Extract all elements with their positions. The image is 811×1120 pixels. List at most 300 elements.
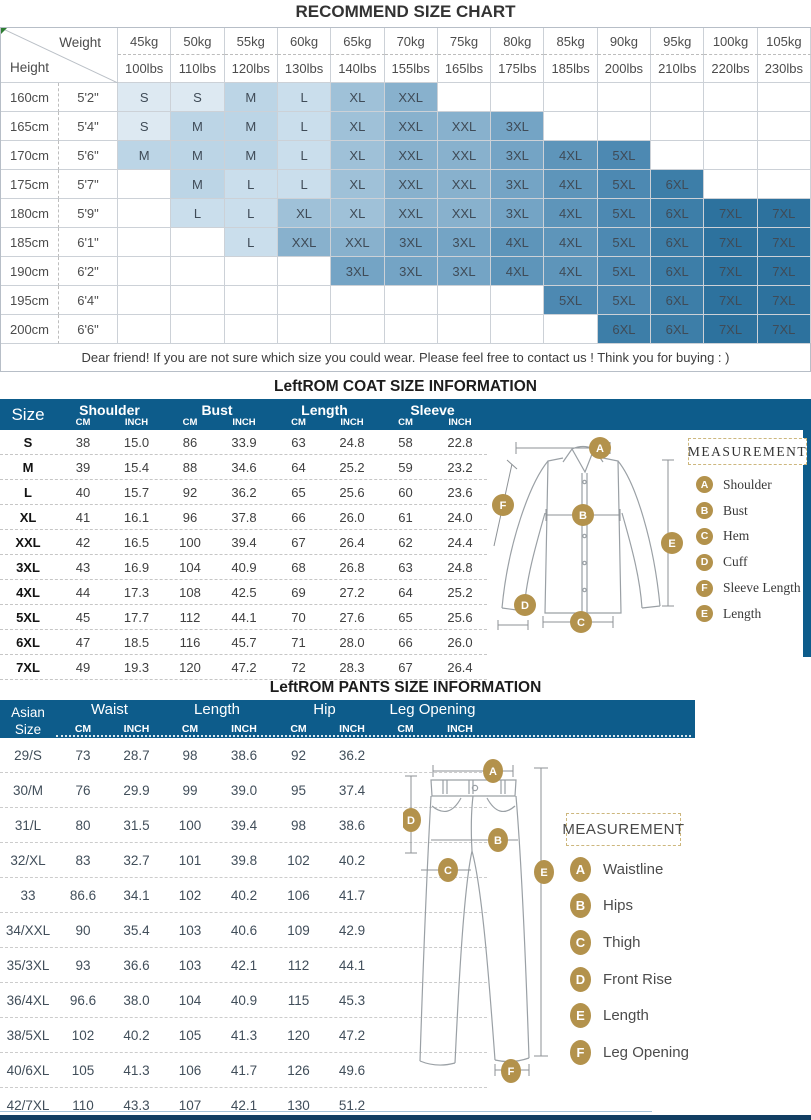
coat-table-row-value: 70 xyxy=(291,609,306,625)
size-cell: 4XL xyxy=(544,170,597,199)
pants-table-row-value: 40.2 xyxy=(338,852,366,868)
empty-cell xyxy=(438,315,491,344)
empty-cell xyxy=(171,315,224,344)
weight-kg-label: 85kg xyxy=(544,28,597,55)
pants-table-row-value: 36.6 xyxy=(123,957,150,973)
size-cell: XL xyxy=(331,141,384,170)
coat-table-row-value: 28.3 xyxy=(339,659,365,675)
size-cell: XL xyxy=(278,199,331,228)
height-cm-label: 200cm xyxy=(1,315,59,344)
coat-table-row-value: 42.5 xyxy=(231,584,257,600)
legend-marker-icon: E xyxy=(570,1003,591,1028)
coat-table-row-value: 25.6 xyxy=(447,609,473,625)
legend-item-B xyxy=(696,498,801,524)
pants-size-column-header-line2: Size xyxy=(14,721,42,737)
unit-cm-label: CM xyxy=(75,417,91,428)
pants-table-row-value: 42.9 xyxy=(338,922,366,938)
coat-table-row-value: 24.8 xyxy=(447,559,473,575)
coat-table-row-value: 120 xyxy=(179,659,201,675)
coat-measurement-box: MEASUREMENT xyxy=(688,438,807,465)
coat-table-row-size: 4XL xyxy=(16,584,40,600)
coat-size-column-header: Size xyxy=(11,404,45,424)
coat-table-row-size: 5XL xyxy=(16,609,40,625)
height-ft-label: 5'4" xyxy=(59,112,118,141)
svg-text:E: E xyxy=(668,538,676,550)
coat-table-row-value: 24.8 xyxy=(339,434,365,450)
empty-cell xyxy=(704,112,757,141)
size-cell: XXL xyxy=(438,112,491,141)
coat-table-row-value: 19.3 xyxy=(123,659,150,675)
empty-cell xyxy=(491,83,544,112)
coat-table-row-value: 116 xyxy=(179,634,201,650)
coat-table-row-value: 58 xyxy=(398,434,413,450)
pants-table-row-size: 38/5XL xyxy=(6,1027,50,1043)
coat-table-row-value: 44.1 xyxy=(231,609,257,625)
coat-measurement-diagram xyxy=(488,428,693,670)
unit-inch-label: INCH xyxy=(447,723,473,735)
svg-text:A: A xyxy=(596,443,604,455)
pants-table-row-value: 39.0 xyxy=(230,782,258,798)
coat-table-row-value: 59 xyxy=(398,459,413,475)
coat-table-row-value: 15.0 xyxy=(123,434,150,450)
size-cell: 3XL xyxy=(491,199,544,228)
pants-table-row-value: 93 xyxy=(75,957,91,973)
coat-table-row-value: 26.0 xyxy=(447,634,473,650)
size-cell: 5XL xyxy=(598,257,651,286)
height-ft-label: 6'1" xyxy=(59,228,118,257)
size-cell: 6XL xyxy=(651,199,704,228)
legend-label: Length xyxy=(723,605,762,621)
empty-cell xyxy=(758,112,811,141)
pants-table-row-value: 100 xyxy=(178,817,202,833)
coat-table-row-size: XL xyxy=(19,509,37,525)
height-ft-label: 6'4" xyxy=(59,286,118,315)
pants-table-row-value: 92 xyxy=(290,747,307,763)
empty-cell xyxy=(118,170,171,199)
empty-cell xyxy=(438,286,491,315)
coat-table-row-size: 6XL xyxy=(16,634,40,650)
pants-table-row-size: 33 xyxy=(20,887,36,903)
unit-cm-label: CM xyxy=(182,417,198,428)
pants-table-row-value: 110 xyxy=(72,1097,94,1113)
empty-cell xyxy=(118,315,171,344)
size-cell: M xyxy=(225,141,278,170)
marker-B xyxy=(488,828,508,852)
coat-group-header: Length xyxy=(301,402,348,418)
legend-label: Hips xyxy=(603,897,634,915)
coat-table-row-value: 16.5 xyxy=(123,534,150,550)
coat-table-row-value: 40 xyxy=(75,484,91,500)
legend-item-E xyxy=(570,997,689,1034)
height-cm-label: 170cm xyxy=(1,141,59,170)
legend-item-C xyxy=(696,524,801,550)
marker-E xyxy=(661,532,683,554)
size-cell: 7XL xyxy=(704,199,757,228)
marker-E xyxy=(534,860,554,884)
size-cell: 7XL xyxy=(704,257,757,286)
size-cell: 6XL xyxy=(651,286,704,315)
size-cell: 4XL xyxy=(544,199,597,228)
pants-table-row-size: 34/XXL xyxy=(5,922,51,938)
coat-table-row-value: 15.4 xyxy=(123,459,150,475)
legend-item-F xyxy=(696,575,801,601)
empty-cell xyxy=(704,141,757,170)
coat-table-row-value: 27.6 xyxy=(339,609,365,625)
pants-table-row-value: 102 xyxy=(178,887,202,903)
pants-table-row-size: 40/6XL xyxy=(6,1062,50,1078)
empty-cell xyxy=(278,257,331,286)
pants-table-row-value: 112 xyxy=(287,957,310,973)
size-cell: 4XL xyxy=(491,228,544,257)
coat-table-row-value: 69 xyxy=(291,584,306,600)
svg-text:E: E xyxy=(540,867,548,879)
weight-lbs-label: 165lbs xyxy=(438,55,491,83)
marker-D xyxy=(403,808,421,832)
weight-lbs-label: 200lbs xyxy=(598,55,651,83)
size-cell: XL xyxy=(331,112,384,141)
coat-table-row-value: 61 xyxy=(398,509,413,525)
coat-table-row xyxy=(0,430,487,455)
coat-table-row-value: 38 xyxy=(75,434,91,450)
pants-table-row-size: 30/M xyxy=(12,782,43,798)
pants-table-row-value: 31.5 xyxy=(123,817,150,833)
legend-marker-icon: F xyxy=(696,580,713,597)
weight-lbs-label: 230lbs xyxy=(758,55,811,83)
height-ft-label: 6'6" xyxy=(59,315,118,344)
pants-table-row-value: 130 xyxy=(287,1097,310,1113)
empty-cell xyxy=(438,83,491,112)
empty-cell xyxy=(118,257,171,286)
coat-table-row xyxy=(0,555,487,580)
coat-table-body xyxy=(0,430,487,680)
size-cell: 5XL xyxy=(544,286,597,315)
height-cm-label: 190cm xyxy=(1,257,59,286)
size-cell: XXL xyxy=(385,112,438,141)
size-cell: 6XL xyxy=(598,315,651,344)
coat-table-row-value: 23.2 xyxy=(447,459,473,475)
empty-cell xyxy=(651,83,704,112)
coat-table-row-value: 39 xyxy=(75,459,91,475)
legend-marker-icon: F xyxy=(570,1040,591,1065)
pants-table-row-value: 104 xyxy=(178,992,202,1008)
coat-table-row-value: 18.5 xyxy=(123,634,150,650)
size-cell: XXL xyxy=(385,141,438,170)
size-cell: M xyxy=(225,83,278,112)
pants-group-header: Waist xyxy=(91,701,128,718)
empty-cell xyxy=(225,257,278,286)
size-cell: XXL xyxy=(438,199,491,228)
coat-table-row-value: 26.0 xyxy=(339,509,365,525)
pants-table-row-value: 103 xyxy=(178,957,202,973)
pants-table-row-value: 45.3 xyxy=(338,992,366,1008)
size-cell: L xyxy=(278,112,331,141)
empty-cell xyxy=(225,286,278,315)
weight-lbs-label: 140lbs xyxy=(331,55,384,83)
size-cell: 3XL xyxy=(491,112,544,141)
coat-table-row-value: 41 xyxy=(75,509,91,525)
marker-B xyxy=(572,504,594,526)
size-cell: 7XL xyxy=(758,228,811,257)
size-cell: 5XL xyxy=(598,199,651,228)
size-cell: XL xyxy=(331,170,384,199)
empty-cell xyxy=(171,257,224,286)
legend-marker-icon: C xyxy=(570,930,591,955)
empty-cell xyxy=(758,83,811,112)
size-cell: 7XL xyxy=(758,199,811,228)
size-cell: XXL xyxy=(278,228,331,257)
weight-lbs-label: 130lbs xyxy=(278,55,331,83)
size-cell: 7XL xyxy=(758,257,811,286)
weight-kg-label: 90kg xyxy=(598,28,651,55)
coat-table-row xyxy=(0,605,487,630)
size-cell: S xyxy=(118,83,171,112)
coat-table-row-value: 66 xyxy=(398,634,413,650)
contact-note: Dear friend! If you are not sure which size you could wear. Please feel free to contact us ! Think you for buying : ) xyxy=(0,343,811,372)
pants-table-row-value: 38.6 xyxy=(230,747,258,763)
pants-table-row-value: 41.7 xyxy=(230,1062,258,1078)
size-cell: L xyxy=(278,170,331,199)
empty-cell xyxy=(331,286,384,315)
pants-table-row-value: 40.9 xyxy=(230,992,258,1008)
size-cell: 5XL xyxy=(598,228,651,257)
coat-table-row-value: 25.2 xyxy=(339,459,365,475)
empty-cell xyxy=(225,315,278,344)
size-cell: 7XL xyxy=(704,286,757,315)
pants-table-row-value: 73 xyxy=(75,747,91,763)
coat-table-row-value: 64 xyxy=(291,459,306,475)
weight-kg-label: 60kg xyxy=(278,28,331,55)
coat-table-row-value: 49 xyxy=(75,659,91,675)
coat-table-row xyxy=(0,530,487,555)
weight-kg-label: 50kg xyxy=(171,28,224,55)
pants-table-row-value: 41.7 xyxy=(338,887,366,903)
pants-table-row-size: 42/7XL xyxy=(6,1097,50,1113)
svg-text:F: F xyxy=(499,500,507,512)
size-cell: 6XL xyxy=(651,228,704,257)
pants-table-row-size: 35/3XL xyxy=(6,957,50,973)
unit-cm-label: CM xyxy=(181,723,199,735)
coat-table-row-value: 47.2 xyxy=(231,659,257,675)
coat-table-row-value: 26.4 xyxy=(339,534,365,550)
coat-table-row-value: 43 xyxy=(75,559,91,575)
size-cell: 4XL xyxy=(544,228,597,257)
pants-table-row-value: 38.0 xyxy=(123,992,150,1008)
height-cm-label: 175cm xyxy=(1,170,59,199)
marker-F xyxy=(492,494,514,516)
marker-C xyxy=(570,611,592,633)
height-ft-label: 5'9" xyxy=(59,199,118,228)
empty-cell xyxy=(544,315,597,344)
pants-table-row-value: 109 xyxy=(287,922,310,938)
coat-measurement-legend xyxy=(696,472,801,627)
coat-group-header: Bust xyxy=(201,402,233,418)
unit-cm-label: CM xyxy=(74,723,92,735)
pants-table-row-value: 28.7 xyxy=(123,747,150,763)
unit-inch-label: INCH xyxy=(123,723,150,735)
pants-size-column-header-line1: Asian xyxy=(11,705,45,720)
size-cell: XXL xyxy=(331,228,384,257)
size-cell: XXL xyxy=(438,170,491,199)
coat-table-row-value: 27.2 xyxy=(339,584,365,600)
pants-table-header xyxy=(0,700,695,738)
pants-measurement-diagram xyxy=(403,748,558,1093)
empty-cell xyxy=(704,83,757,112)
coat-table-row-size: M xyxy=(22,459,34,475)
height-ft-label: 5'6" xyxy=(59,141,118,170)
coat-table-row-value: 45 xyxy=(75,609,91,625)
pants-table-row-value: 126 xyxy=(287,1062,310,1078)
pants-table-row-value: 41.3 xyxy=(230,1027,258,1043)
pants-table-row-value: 105 xyxy=(71,1062,95,1078)
coat-table-row-value: 100 xyxy=(179,534,201,550)
size-cell: XL xyxy=(331,83,384,112)
empty-cell xyxy=(651,141,704,170)
weight-lbs-label: 210lbs xyxy=(651,55,704,83)
size-cell: 3XL xyxy=(491,141,544,170)
coat-table-row-value: 45.7 xyxy=(231,634,257,650)
pants-table-bottom-rule xyxy=(0,1111,652,1112)
marker-C xyxy=(438,858,458,882)
weight-kg-label: 55kg xyxy=(225,28,278,55)
coat-table-row-value: 64 xyxy=(398,584,413,600)
unit-inch-label: INCH xyxy=(339,723,365,735)
coat-table-row-value: 33.9 xyxy=(231,434,257,450)
coat-table-row-value: 88 xyxy=(182,459,198,475)
coat-table-row-value: 47 xyxy=(75,634,91,650)
legend-marker-icon: E xyxy=(696,605,713,622)
empty-cell xyxy=(704,170,757,199)
marker-A xyxy=(589,437,611,459)
pants-table-row-value: 80 xyxy=(75,817,91,833)
pants-table-row-value: 101 xyxy=(178,852,202,868)
weight-lbs-label: 175lbs xyxy=(491,55,544,83)
coat-table-row-value: 25.6 xyxy=(339,484,365,500)
unit-inch-label: INCH xyxy=(232,417,256,428)
legend-marker-icon: D xyxy=(570,967,591,992)
legend-item-A xyxy=(696,472,801,498)
size-cell: S xyxy=(118,112,171,141)
pants-table-row-value: 103 xyxy=(178,922,202,938)
coat-table-row-value: 63 xyxy=(291,434,306,450)
pants-measurement-box: MEASUREMENT xyxy=(566,813,681,846)
size-cell: XL xyxy=(331,199,384,228)
coat-table-row-value: 112 xyxy=(179,609,201,625)
pants-table-row-value: 32.7 xyxy=(123,852,150,868)
legend-label: Waistline xyxy=(603,860,664,878)
coat-table-row-size: L xyxy=(24,484,32,500)
weight-height-corner-cell xyxy=(1,28,118,83)
size-cell: M xyxy=(225,112,278,141)
pants-table-row-value: 29.9 xyxy=(123,782,150,798)
size-cell: 3XL xyxy=(331,257,384,286)
size-cell: 7XL xyxy=(704,315,757,344)
svg-text:C: C xyxy=(444,865,452,877)
legend-label: Length xyxy=(603,1007,649,1025)
pants-table-row-value: 49.6 xyxy=(338,1062,366,1078)
size-cell: L xyxy=(225,170,278,199)
empty-cell xyxy=(651,112,704,141)
coat-table-row xyxy=(0,630,487,655)
page-bottom-bar xyxy=(0,1115,811,1120)
coat-table-row-value: 72 xyxy=(291,659,306,675)
coat-table-row-value: 22.8 xyxy=(447,434,473,450)
weight-kg-label: 100kg xyxy=(704,28,757,55)
height-ft-label: 5'2" xyxy=(59,83,118,112)
svg-text:A: A xyxy=(489,766,497,778)
pants-group-header: Hip xyxy=(313,701,336,718)
svg-text:D: D xyxy=(521,600,529,612)
svg-text:B: B xyxy=(579,510,587,522)
size-cell: M xyxy=(171,141,224,170)
height-cm-label: 195cm xyxy=(1,286,59,315)
weight-kg-label: 80kg xyxy=(491,28,544,55)
empty-cell xyxy=(758,170,811,199)
pants-table-row-value: 99 xyxy=(182,782,198,798)
coat-table-row-value: 34.6 xyxy=(231,459,257,475)
weight-kg-label: 70kg xyxy=(385,28,438,55)
coat-table-row xyxy=(0,480,487,505)
coat-table-row-value: 37.8 xyxy=(231,509,257,525)
height-cm-label: 160cm xyxy=(1,83,59,112)
empty-cell xyxy=(331,315,384,344)
height-cm-label: 165cm xyxy=(1,112,59,141)
size-cell: 3XL xyxy=(491,170,544,199)
coat-table-row xyxy=(0,655,487,680)
size-cell: 3XL xyxy=(438,257,491,286)
empty-cell xyxy=(385,286,438,315)
pants-table-row-value: 83 xyxy=(75,852,91,868)
coat-table-row-value: 65 xyxy=(291,484,306,500)
corner-weight-label: Weight xyxy=(59,35,101,50)
size-cell: L xyxy=(278,83,331,112)
pants-table-row-value: 51.2 xyxy=(338,1097,366,1113)
coat-table-row-size: 3XL xyxy=(16,559,40,575)
pants-table-row-value: 39.4 xyxy=(230,817,258,833)
corner-marker xyxy=(1,28,7,34)
unit-inch-label: INCH xyxy=(448,417,472,428)
legend-label: Leg Opening xyxy=(603,1043,689,1061)
coat-table-row-value: 96 xyxy=(182,509,198,525)
pants-table-row-size: 32/XL xyxy=(10,852,46,868)
size-cell: L xyxy=(278,141,331,170)
weight-kg-label: 95kg xyxy=(651,28,704,55)
unit-cm-label: CM xyxy=(397,723,414,735)
coat-table-row-value: 66 xyxy=(291,509,306,525)
empty-cell xyxy=(171,286,224,315)
coat-group-header: Shoulder xyxy=(79,402,140,418)
size-cell: 4XL xyxy=(491,257,544,286)
size-cell: 5XL xyxy=(598,141,651,170)
marker-A xyxy=(483,759,503,783)
legend-label: Sleeve Length xyxy=(723,580,801,596)
size-cell: 7XL xyxy=(704,228,757,257)
coat-section-title: LeftROM COAT SIZE INFORMATION xyxy=(274,378,537,395)
pants-table-row-value: 102 xyxy=(71,1027,95,1043)
coat-table-row-value: 68 xyxy=(291,559,306,575)
weight-lbs-label: 220lbs xyxy=(704,55,757,83)
size-cell: XXL xyxy=(438,141,491,170)
pants-table-row-value: 86.6 xyxy=(69,887,97,903)
empty-cell xyxy=(491,315,544,344)
pants-table-row-value: 98 xyxy=(290,817,307,833)
pants-table-row-size: 31/L xyxy=(14,817,42,833)
pants-table-row-size: 36/4XL xyxy=(6,992,50,1008)
empty-cell xyxy=(544,112,597,141)
pants-table-row-value: 76 xyxy=(75,782,91,798)
svg-text:D: D xyxy=(407,815,415,827)
coat-table-row-value: 71 xyxy=(291,634,306,650)
pants-table-row-value: 40.2 xyxy=(123,1027,150,1043)
